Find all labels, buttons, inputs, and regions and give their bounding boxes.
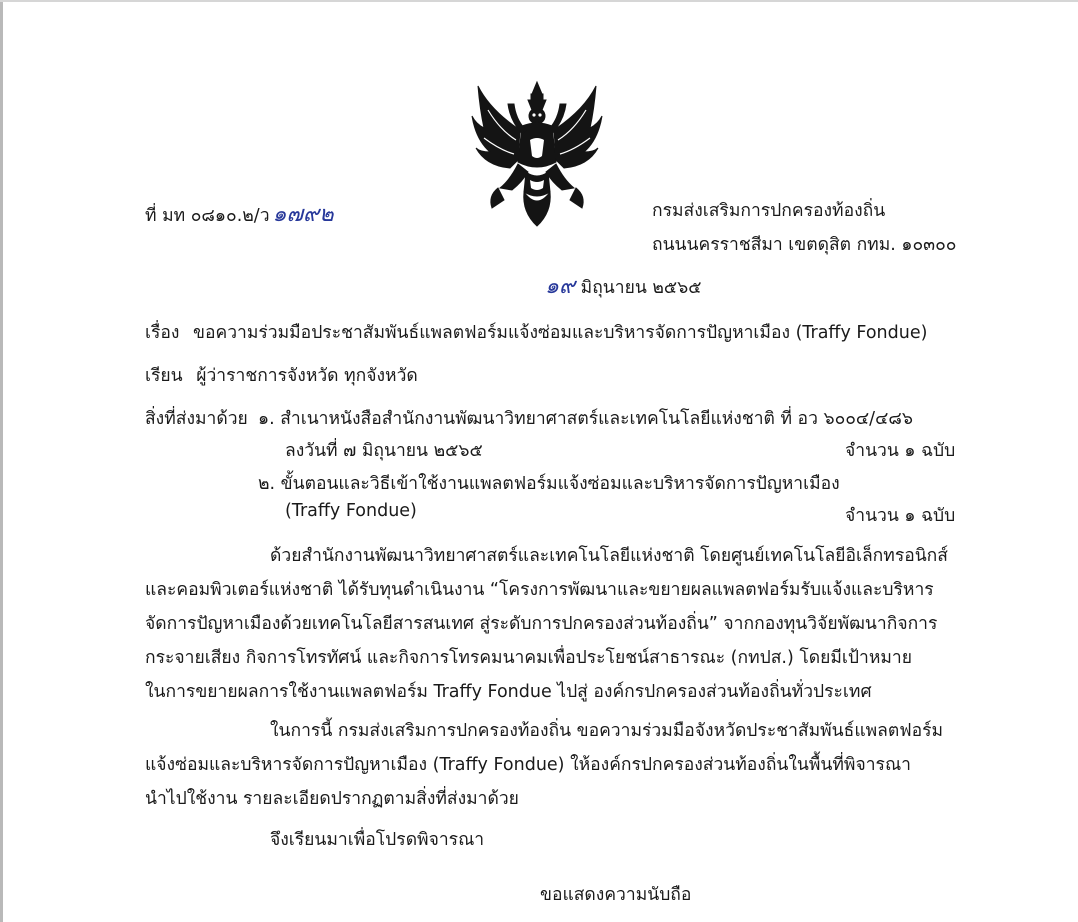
paragraph-2-line-2: แจ้งซ่อมและบริหารจัดการปัญหาเมือง (Traffy Fondue) ให้องค์กรปกครองส่วนท้องถิ่นในพื้นที่พิจารณา <box>145 755 912 775</box>
paragraph-1-line-3: จัดการปัญหาเมืองด้วยเทคโนโลยีสารสนเทศ สู่ระดับการปกครองส่วนท้องถิ่น” จากกองทุนวิจัยพัฒนากิจการ <box>145 614 938 634</box>
garuda-emblem <box>470 80 605 230</box>
sender-address: ถนนนครราชสีมา เขตดุสิต กทม. ๑๐๓๐๐ <box>652 235 957 255</box>
paragraph-1-line-5: ในการขยายผลการใช้งานแพลตฟอร์ม Traffy Fondue ไปสู่ องค์กรปกครองส่วนท้องถิ่นทั่วประเทศ <box>145 682 872 702</box>
paragraph-1-line-4: กระจายเสียง กิจการโทรทัศน์ และกิจการโทรคมนาคมเพื่อประโยชน์สาธารณะ (กทปส.) โดยมีเป้าหมาย <box>145 648 912 668</box>
subject-text: ขอความร่วมมือประชาสัมพันธ์แพลตฟอร์มแจ้งซ่อมและบริหารจัดการปัญหาเมือง (Traffy Fondue) <box>193 323 928 343</box>
paragraph-1-line-1: ด้วยสำนักงานพัฒนาวิทยาศาสตร์และเทคโนโลยีแห่งชาติ โดยศูนย์เทคโนโลยีอิเล็กทรอนิกส์ <box>270 546 948 566</box>
attachment-2-quantity: จำนวน ๑ ฉบับ <box>845 506 956 526</box>
paragraph-1-line-2: และคอมพิวเตอร์แห่งชาติ ได้รับทุนดำเนินงาน “โครงการพัฒนาและขยายผลแพลตฟอร์มรับแจ้งและบริหาร <box>145 580 934 600</box>
attachment-2-line1: ๒. ขั้นตอนและวิธีเข้าใช้งานแพลตฟอร์มแจ้งซ่อมและบริหารจัดการปัญหาเมือง <box>258 474 840 494</box>
attachments-label: สิ่งที่ส่งมาด้วย <box>145 409 248 429</box>
recipient-text: ผู้ว่าราชการจังหวัด ทุกจังหวัด <box>196 366 418 386</box>
paragraph-2-line-1: ในการนี้ กรมส่งเสริมการปกครองท้องถิ่น ขอความร่วมมือจังหวัดประชาสัมพันธ์แพลตฟอร์ม <box>270 721 944 741</box>
page-top-edge <box>0 0 1078 2</box>
attachment-1-line1: ๑. สำเนาหนังสือสำนักงานพัฒนาวิทยาศาสตร์และเทคโนโลยีแห่งชาติ ที่ อว ๖๐๐๔/๔๘๖ <box>258 409 913 429</box>
attachment-1-line2: ลงวันที่ ๗ มิถุนายน ๒๕๖๕ <box>285 441 483 461</box>
recipient-label: เรียน <box>145 366 183 386</box>
letter-date <box>545 268 702 303</box>
closing-request: จึงเรียนมาเพื่อโปรดพิจารณา <box>270 830 485 850</box>
date-day-handwritten: ๑๙ <box>545 274 576 299</box>
date-month-year: มิถุนายน ๒๕๖๕ <box>580 278 702 298</box>
closing-salutation: ขอแสดงความนับถือ <box>540 885 692 905</box>
reference-number-handwritten: ๑๗๙๒ <box>272 202 334 227</box>
recipient-line <box>145 361 418 389</box>
attachment-1-quantity: จำนวน ๑ ฉบับ <box>845 441 956 461</box>
attachment-2-line2: (Traffy Fondue) <box>285 501 417 521</box>
page-left-edge <box>0 0 3 922</box>
subject-label: เรื่อง <box>145 323 180 343</box>
reference-number-prefix: ที่ มท ๐๘๑๐.๒/ว <box>145 206 270 226</box>
subject-line <box>145 318 927 346</box>
sender-department: กรมส่งเสริมการปกครองท้องถิ่น <box>652 201 886 221</box>
paragraph-2-line-3: นำไปใช้งาน รายละเอียดปรากฏตามสิ่งที่ส่งมาด้วย <box>145 789 519 809</box>
reference-number <box>145 196 334 231</box>
